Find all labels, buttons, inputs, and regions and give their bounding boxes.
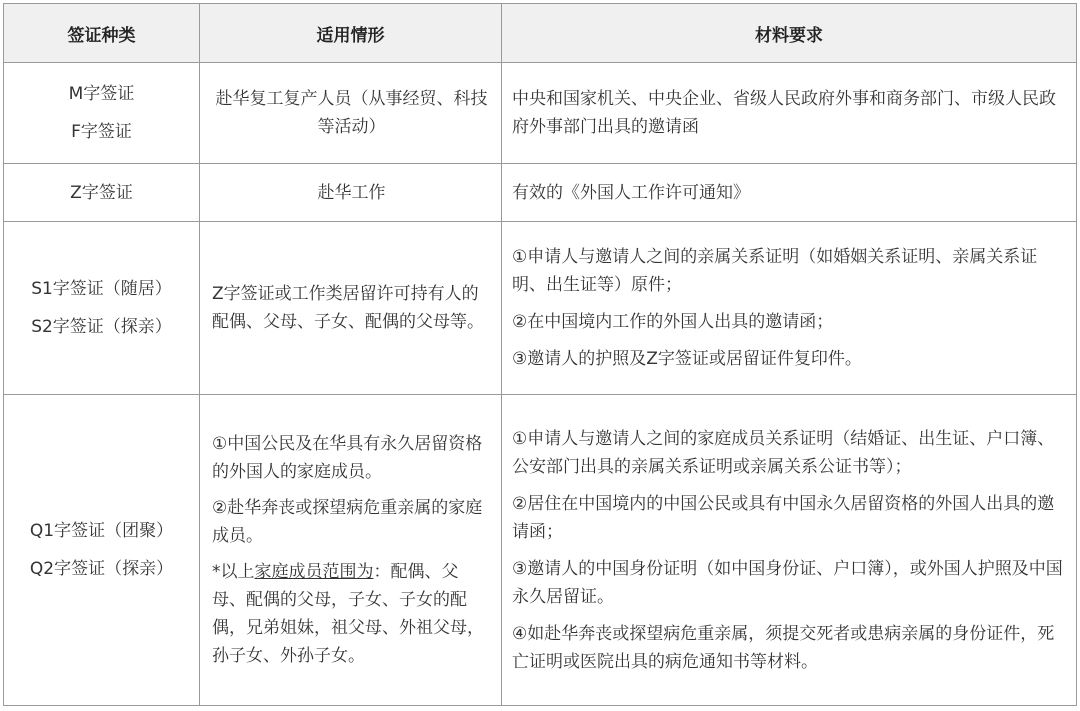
table-header-row: [4, 4, 1077, 63]
case-text: 赴华工作: [317, 182, 386, 203]
visa-type-label: Z字签证: [70, 182, 133, 203]
table-row: [4, 164, 1077, 222]
material-item: ②在中国境内工作的外国人出具的邀请函；: [512, 312, 834, 332]
material-item: 有效的《外国人工作许可通知》: [512, 182, 750, 203]
visa-type-label: S2字签证（探亲）: [31, 317, 172, 337]
visa-type-cell: [4, 395, 200, 706]
header-material-requirements: 材料要求: [502, 4, 1077, 63]
case-item: ②赴华奔丧或探望病危重亲属的家庭成员。: [212, 498, 483, 546]
material-item: ②居住在中国境内的中国公民或具有中国永久居留资格的外国人出具的邀请函；: [512, 493, 1055, 542]
header-applicable-case: 适用情形: [200, 4, 502, 63]
applicable-case-cell: [200, 63, 502, 164]
table-row: [4, 222, 1077, 395]
visa-type-label: Q2字签证（探亲）: [29, 559, 174, 579]
visa-type-cell: [4, 164, 200, 222]
case-text: Z字签证或工作类居留许可持有人的配偶、父母、子女、配偶的父母等。: [212, 284, 484, 332]
visa-type-label: S1字签证（随居）: [31, 279, 172, 299]
materials-cell: [502, 222, 1077, 395]
case-text: 赴华复工复产人员（从事经贸、科技等活动）: [215, 89, 488, 137]
material-item: ④如赴华奔丧或探望病危重亲属，须提交死者或患病亲属的身份证件，死亡证明或医院出具的病危通知书等材料。: [512, 623, 1055, 672]
material-item: ③邀请人的护照及Z字签证或居留证件复印件。: [512, 349, 862, 369]
table-row: [4, 63, 1077, 164]
visa-type-label: M字签证: [68, 84, 135, 104]
material-item: ③邀请人的中国身份证明（如中国身份证、户口簿），或外国人护照及中国永久居留证。: [512, 558, 1063, 607]
material-item: ①申请人与邀请人之间的家庭成员关系证明（结婚证、出生证、户口簿、公安部门出具的亲属关系证明或亲属关系公证书等）；: [512, 428, 1055, 477]
visa-requirements-table: [3, 3, 1077, 706]
material-item: ①申请人与邀请人之间的亲属关系证明（如婚姻关系证明、亲属关系证明、出生证等）原件；: [512, 247, 1038, 295]
applicable-case-cell: [200, 222, 502, 395]
visa-type-label: F字签证: [71, 122, 132, 142]
table-row: [4, 395, 1077, 706]
note-underlined-term: 家庭成员范围为: [254, 562, 374, 582]
visa-type-cell: [4, 222, 200, 395]
case-item: ①中国公民及在华具有永久居留资格的外国人的家庭成员。: [212, 434, 483, 482]
note-rest: ：配偶、父母、配偶的父母，子女、子女的配偶，兄弟姐妹，祖父母、外祖父母，孙子女、外孙子女。: [212, 562, 484, 666]
materials-cell: [502, 164, 1077, 222]
note-prefix: *以上: [212, 562, 255, 582]
header-visa-type: 签证种类: [4, 4, 200, 63]
visa-type-cell: [4, 63, 200, 164]
materials-cell: [502, 63, 1077, 164]
visa-type-label: Q1字签证（团聚）: [29, 521, 174, 541]
applicable-case-cell: [200, 395, 502, 706]
material-item: 中央和国家机关、中央企业、省级人民政府外事和商务部门、市级人民政府外事部门出具的邀请函: [512, 89, 1056, 137]
materials-cell: [502, 395, 1077, 706]
family-scope-note: [212, 558, 491, 670]
applicable-case-cell: [200, 164, 502, 222]
